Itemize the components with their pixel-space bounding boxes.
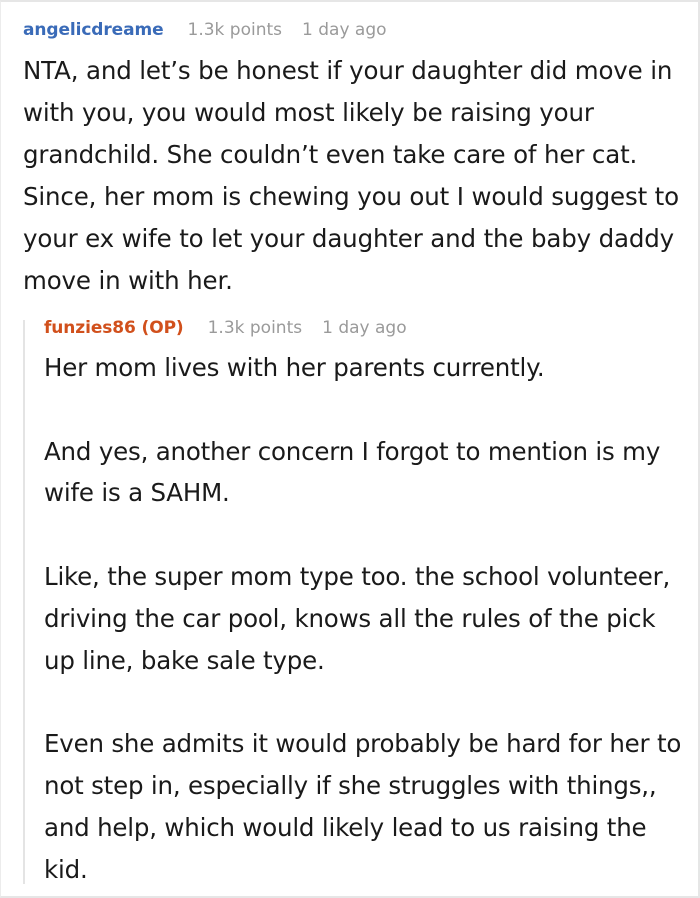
reply-timestamp[interactable]: 1 day ago: [322, 318, 407, 338]
parent-comment: [23, 20, 683, 302]
reply-points: 1.3k points: [207, 318, 303, 338]
comment-body: [23, 50, 683, 302]
reply-paragraph: And yes, another concern I forgot to mention is my wife is a SAHM.: [44, 436, 661, 508]
comment-points: 1.3k points: [187, 20, 283, 40]
reply-paragraph: Like, the super mom type too. the school volunteer, driving the car pool, knows all the rules of the pick up line, bake sale type.: [44, 561, 671, 675]
thread-collapse-line[interactable]: [23, 320, 25, 884]
comment-paragraph: NTA, and let’s be honest if your daughter did move in with you, you would most likely be raising your grandchild. She couldn’t even take care of her cat. Since, her mom is chewing you out I would suggest to your ex wife to let your daughter and the baby daddy move in with her.: [23, 56, 679, 295]
reply-username-op[interactable]: funzies86 (OP): [44, 318, 184, 338]
reply-body: [44, 347, 689, 890]
reply-paragraph: Her mom lives with her parents currently.: [44, 353, 545, 382]
comment-meta: [23, 20, 683, 44]
reply-paragraph: Even she admits it would probably be hard for her to not step in, especially if she struggles with things,, and help, which would likely lead to us raising the kid.: [44, 729, 682, 884]
reply-comment: [23, 318, 693, 884]
reply-content: [44, 318, 689, 890]
comment-timestamp[interactable]: 1 day ago: [302, 20, 387, 40]
comment-username[interactable]: angelicdreame: [23, 20, 164, 40]
reply-meta: [44, 318, 689, 342]
